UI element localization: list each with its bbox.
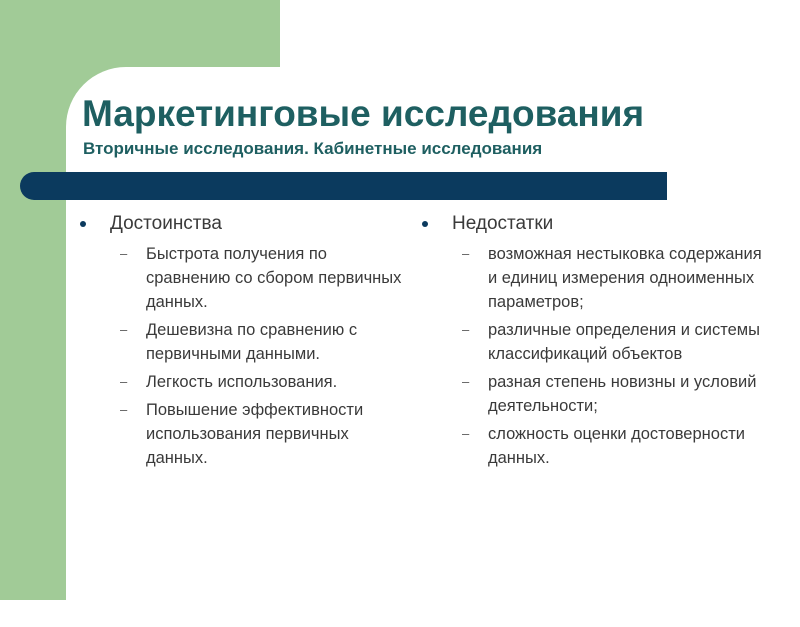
disadvantage-item-text: разная степень новизны и условий деятельности; <box>488 373 757 415</box>
disadvantages-heading <box>422 212 762 236</box>
advantage-item <box>80 318 410 366</box>
advantages-heading <box>80 212 410 236</box>
advantages-column <box>80 212 410 474</box>
disadvantage-item <box>422 422 762 470</box>
navy-divider-band <box>20 172 667 200</box>
advantage-item <box>80 398 410 470</box>
advantage-item-text: Дешевизна по сравнению с первичными данными. <box>146 321 358 363</box>
disadvantages-heading-label: Недостатки <box>452 213 554 234</box>
disadvantage-item-text: сложность оценки достоверности данных. <box>488 425 745 467</box>
advantage-item <box>80 242 410 314</box>
dash-icon: – <box>462 246 470 261</box>
dash-icon: – <box>120 246 128 261</box>
dash-icon: – <box>120 374 128 389</box>
dash-icon: – <box>120 322 128 337</box>
slide-title: Маркетинговые исследования <box>82 93 645 134</box>
disadvantage-item <box>422 242 762 314</box>
dash-icon: – <box>120 402 128 417</box>
bullet-icon <box>422 221 428 227</box>
advantage-item <box>80 370 410 394</box>
disadvantage-item-text: возможная нестыковка содержания и единиц измерения одноименных параметров; <box>488 245 762 311</box>
advantage-item-text: Повышение эффективности использования первичных данных. <box>146 401 364 467</box>
dash-icon: – <box>462 322 470 337</box>
disadvantages-column <box>422 212 762 474</box>
disadvantage-item <box>422 318 762 366</box>
disadvantage-item <box>422 370 762 418</box>
bullet-icon <box>80 221 86 227</box>
slide-subtitle: Вторичные исследования. Кабинетные исследования <box>83 139 543 158</box>
disadvantage-item-text: различные определения и системы классификаций объектов <box>488 321 761 363</box>
advantage-item-text: Легкость использования. <box>146 373 338 391</box>
dash-icon: – <box>462 426 470 441</box>
dash-icon: – <box>462 374 470 389</box>
advantages-heading-label: Достоинства <box>110 213 222 234</box>
advantage-item-text: Быстрота получения по сравнению со сбором первичных данных. <box>146 245 402 311</box>
